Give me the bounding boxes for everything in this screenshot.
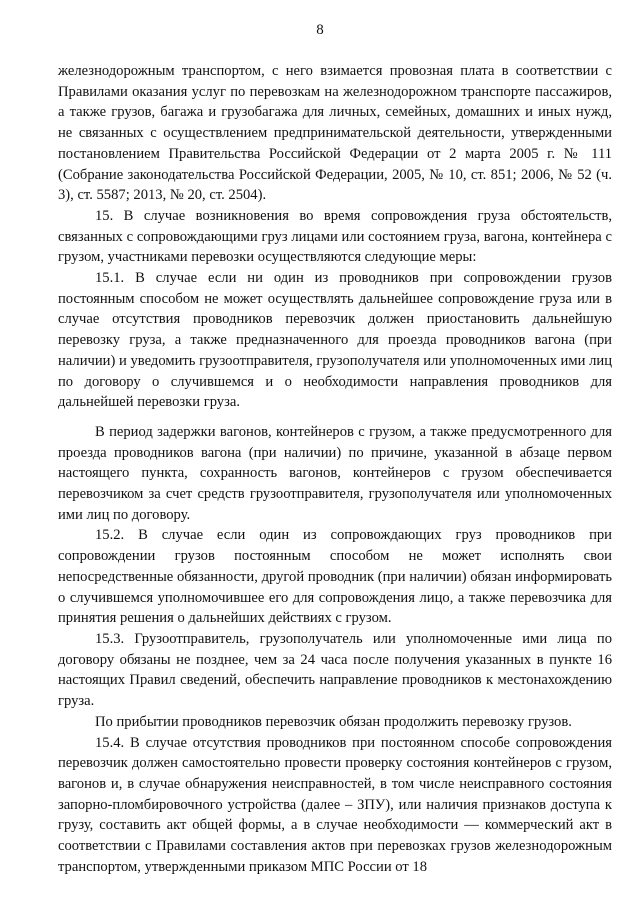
paragraph-clause-15-1: 15.1. В случае если ни один из проводников при сопровождении грузов постоянным способом не может осуществлять дальнейшее сопровождение груза или в случае отсутствия проводников перевозчик должен приостановить дальнейшую перевозку груза, а также предназначенного для проезда проводников вагона (при наличии) и уведомить грузоотправителя, грузополучателя или уполномоченных ими лиц по договору о случившемся и о необходимости направления проводников для дальнейшей перевозки груза. <box>58 270 612 411</box>
paragraph-clause-15: 15. В случае возникновения во время сопровождения груза обстоятельств, связанных с сопровождающими груз лицами или состоянием груза, вагона, контейнера с грузом, участниками перевозки осуществляются следующие меры: <box>58 207 612 266</box>
paragraph-clause-15-4: 15.4. В случае отсутствия проводников при постоянном способе сопровождения перевозчик должен самостоятельно провести проверку состояния контейнеров с грузом, вагонов и, в случае обнаружения неисправностей, в том числе неисправного состояния запорно-пломбировочного устройства (далее – ЗПУ), или наличия признаков доступа к грузу, составить акт общей формы, а в случае необходимости — коммерческий акт в соответствии с Правилами составления актов при перевозках грузов железнодорожным транспортом, утвержденными приказом МПС России от 18 <box>58 734 612 875</box>
page-number: 8 <box>316 22 324 38</box>
paragraph-clause-15-2: 15.2. В случае если один из сопровождающих груз проводников при сопровождении грузов постоянным способом не может исполнять свои непосредственные обязанности, другой проводник (при наличии) обязан информировать о случившемся уполномочившее его для сопровождения лицо, а также перевозчика для принятия решения о дальнейших действиях с грузом. <box>58 527 612 627</box>
paragraph-arrival: По прибытии проводников перевозчик обязан продолжить перевозку грузов. <box>95 713 572 730</box>
paragraph-clause-15-3: 15.3. Грузоотправитель, грузополучатель или уполномоченные ими лица по договору обязаны не позднее, чем за 24 часа после получения указанных в пункте 16 настоящих Правил сведений, обеспечить направление проводников к местонахождению груза. <box>58 630 612 710</box>
paragraph-delay-period: В период задержки вагонов, контейнеров с грузом, а также предусмотренного для проезда проводников вагона (при наличии) по причине, указанной в абзаце первом настоящего пункта, сохранность вагонов, контейнеров с грузом обеспечивается перевозчиком за счет средств грузоотправителя, грузополучателя или уполномоченных ими лиц по договору. <box>58 423 612 523</box>
document-body <box>58 61 612 877</box>
paragraph-continuation: железнодорожным транспортом, с него взимается провозная плата в соответствии с Правилами оказания услуг по перевозкам на железнодорожном транспорте пассажиров, а также грузов, багажа и грузобагажа для личных, семейных, домашних и иных нужд, не связанных с осуществлением предпринимательской деятельности, утвержденными постановлением Правительства Российской Федерации от 2 марта 2005 г. № 111 (Собрание законодательства Российской Федерации, 2005, № 10, ст. 851; 2006, № 52 (ч. 3), ст. 5587; 2013, № 20, ст. 2504). <box>58 63 612 204</box>
